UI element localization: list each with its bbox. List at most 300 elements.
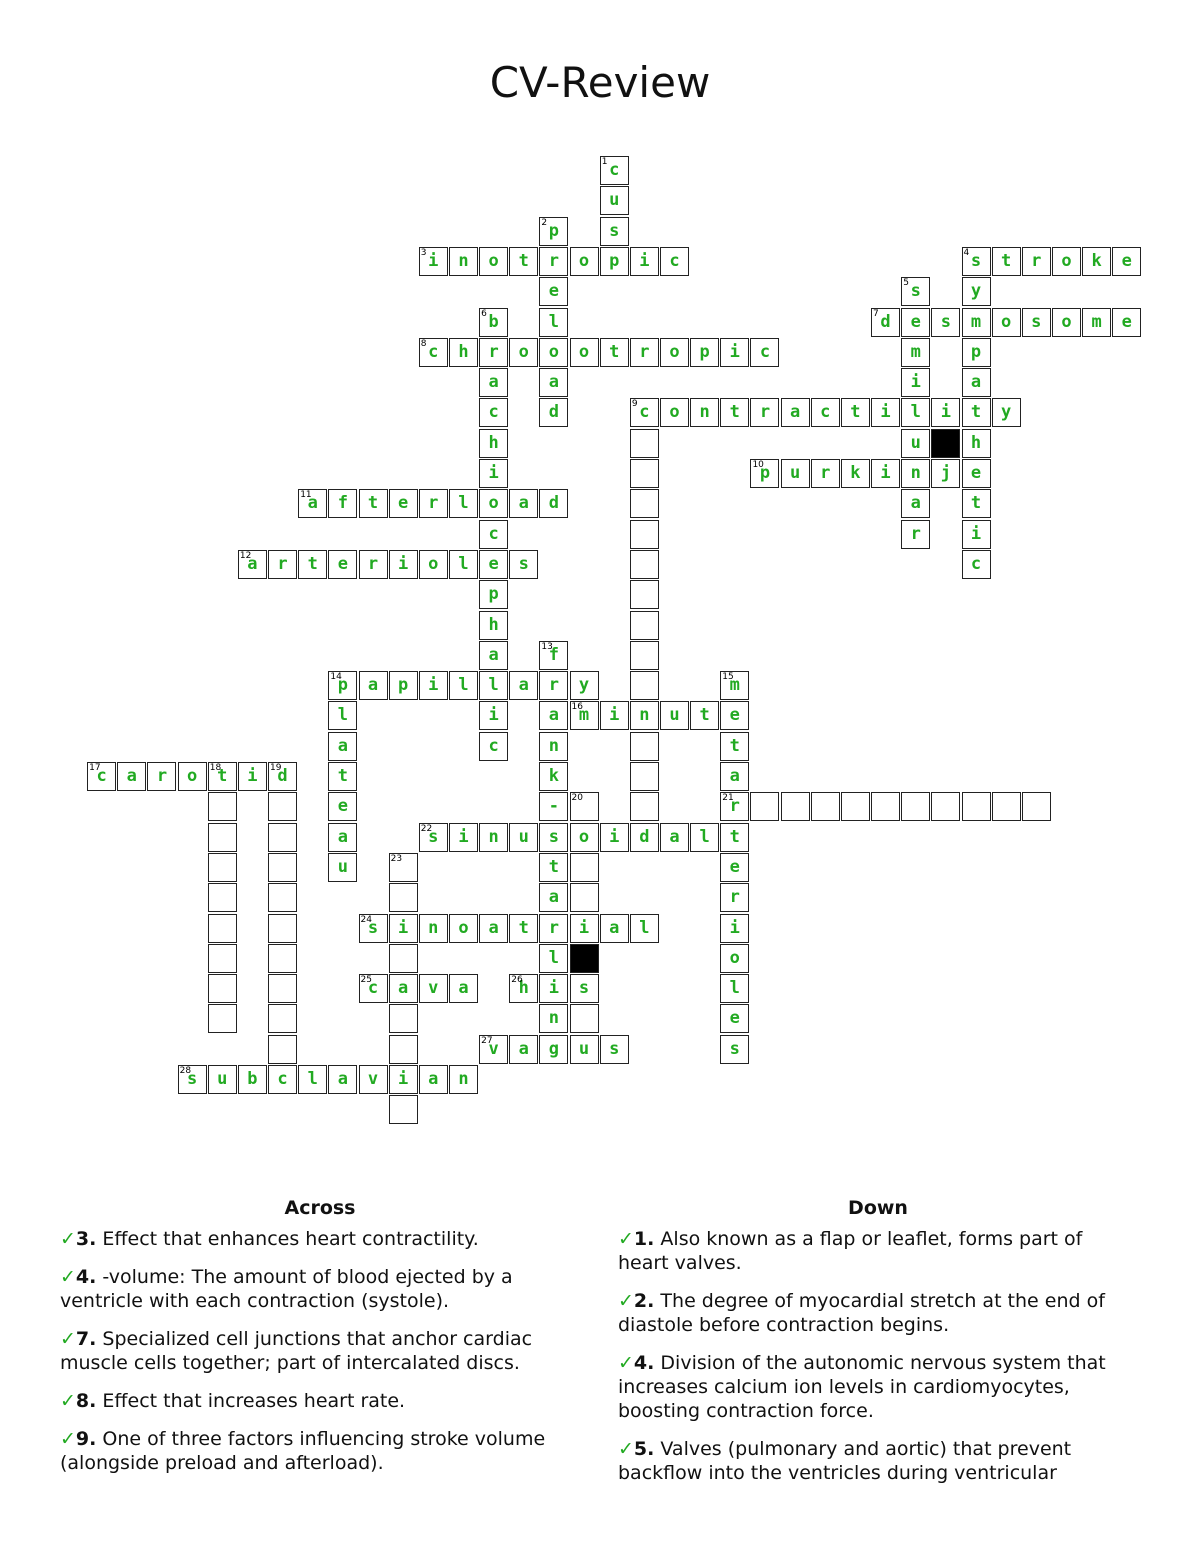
grid-cell[interactable] — [720, 1004, 749, 1033]
grid-cell[interactable] — [479, 368, 508, 397]
grid-cell[interactable] — [720, 398, 749, 427]
grid-cell[interactable] — [389, 1095, 418, 1124]
grid-cell[interactable] — [419, 1065, 448, 1094]
grid-cell[interactable] — [570, 823, 599, 852]
grid-cell[interactable] — [268, 883, 297, 912]
grid-cell[interactable] — [328, 701, 357, 730]
grid-cell[interactable] — [901, 520, 930, 549]
grid-cell[interactable] — [630, 550, 659, 579]
page-title: CV-Review — [489, 58, 711, 107]
grid-cell[interactable] — [962, 368, 991, 397]
grid-cell[interactable] — [720, 671, 749, 700]
grid-cell[interactable] — [208, 823, 237, 852]
grid-cell[interactable] — [268, 792, 297, 821]
grid-cell[interactable] — [720, 914, 749, 943]
grid-cell[interactable] — [720, 823, 749, 852]
grid-cell[interactable] — [901, 429, 930, 458]
grid-cell[interactable] — [208, 914, 237, 943]
grid-cell[interactable] — [389, 853, 418, 882]
grid-cell[interactable] — [871, 308, 900, 337]
grid-cell[interactable] — [328, 550, 357, 579]
grid-cell[interactable] — [901, 398, 930, 427]
grid-cell[interactable] — [479, 914, 508, 943]
grid-cell[interactable] — [720, 944, 749, 973]
grid-cell[interactable] — [479, 308, 508, 337]
grid-cell[interactable] — [962, 398, 991, 427]
grid-cell[interactable] — [1082, 247, 1111, 276]
grid-cell[interactable] — [720, 853, 749, 882]
grid-cell[interactable] — [630, 762, 659, 791]
grid-cell[interactable] — [419, 914, 448, 943]
grid-cell[interactable] — [147, 762, 176, 791]
grid-cell[interactable] — [750, 792, 779, 821]
grid-cell[interactable] — [781, 459, 810, 488]
grid-letter: n — [428, 917, 439, 938]
grid-cell[interactable] — [962, 338, 991, 367]
grid-cell[interactable] — [479, 611, 508, 640]
grid-letter: a — [518, 1038, 529, 1059]
grid-letter: p — [609, 250, 620, 271]
grid-cell[interactable] — [811, 459, 840, 488]
grid-cell[interactable] — [328, 489, 357, 518]
grid-cell[interactable] — [630, 338, 659, 367]
grid-cell[interactable] — [630, 429, 659, 458]
grid-cell[interactable] — [539, 1035, 568, 1064]
grid-cell[interactable] — [630, 520, 659, 549]
grid-cell[interactable] — [720, 1035, 749, 1064]
grid-cell[interactable] — [419, 550, 448, 579]
grid-cell[interactable] — [1052, 247, 1081, 276]
grid-letter: o — [548, 341, 560, 362]
grid-cell[interactable] — [630, 611, 659, 640]
grid-cell[interactable] — [509, 823, 538, 852]
grid-cell[interactable] — [781, 398, 810, 427]
grid-cell[interactable] — [359, 914, 388, 943]
grid-cell[interactable] — [539, 368, 568, 397]
grid-cell[interactable] — [660, 823, 689, 852]
grid-cell[interactable] — [962, 277, 991, 306]
grid-cell[interactable] — [720, 732, 749, 761]
grid-cell[interactable] — [781, 792, 810, 821]
grid-cell[interactable] — [539, 944, 568, 973]
grid-letter: t — [217, 766, 228, 786]
grid-cell[interactable] — [660, 398, 689, 427]
grid-cell[interactable] — [1112, 308, 1141, 337]
grid-cell[interactable] — [1082, 308, 1111, 337]
grid-cell[interactable] — [479, 671, 508, 700]
grid-cell[interactable] — [962, 520, 991, 549]
grid-cell[interactable] — [871, 792, 900, 821]
grid-cell[interactable] — [449, 247, 478, 276]
grid-cell[interactable] — [539, 217, 568, 246]
clue-text: Specialized cell junctions that anchor cardiac muscle cells together; part of intercalated discs. — [60, 1328, 533, 1374]
grid-cell[interactable] — [600, 914, 629, 943]
check-icon: ✓ — [60, 1266, 76, 1288]
grid-cell[interactable] — [962, 489, 991, 518]
grid-cell[interactable] — [539, 1004, 568, 1033]
grid-cell[interactable] — [962, 459, 991, 488]
grid-cell[interactable] — [720, 792, 749, 821]
grid-cell[interactable] — [359, 974, 388, 1003]
grid-letter: a — [488, 917, 499, 938]
grid-cell[interactable] — [690, 398, 719, 427]
grid-cell[interactable] — [268, 974, 297, 1003]
grid-cell[interactable] — [509, 974, 538, 1003]
grid-cell[interactable] — [419, 671, 448, 700]
grid-cell[interactable] — [449, 974, 478, 1003]
grid-cell[interactable] — [449, 914, 478, 943]
grid-cell[interactable] — [268, 1004, 297, 1033]
grid-cell[interactable] — [479, 459, 508, 488]
grid-letter: c — [488, 402, 499, 423]
grid-cell[interactable] — [1022, 308, 1051, 337]
grid-cell[interactable] — [208, 883, 237, 912]
grid-cell[interactable] — [539, 853, 568, 882]
grid-cell[interactable] — [208, 974, 237, 1003]
grid-cell[interactable] — [449, 671, 478, 700]
grid-cell[interactable] — [600, 823, 629, 852]
grid-cell[interactable] — [720, 883, 749, 912]
grid-cell[interactable] — [268, 550, 297, 579]
grid-letter: i — [880, 463, 891, 483]
grid-cell[interactable] — [992, 308, 1021, 337]
grid-cell[interactable] — [389, 974, 418, 1003]
grid-cell[interactable] — [539, 823, 568, 852]
grid-cell[interactable] — [962, 247, 991, 276]
grid-letter: c — [639, 402, 650, 423]
grid-cell[interactable] — [690, 338, 719, 367]
grid-cell[interactable] — [630, 247, 659, 276]
grid-cell[interactable] — [630, 580, 659, 609]
grid-cell[interactable] — [389, 883, 418, 912]
grid-letter: e — [1121, 311, 1132, 332]
grid-cell[interactable] — [539, 914, 568, 943]
grid-cell[interactable] — [539, 792, 568, 821]
clue-number: 1 — [601, 157, 608, 167]
grid-cell[interactable] — [570, 883, 599, 912]
grid-cell[interactable] — [570, 338, 599, 367]
grid-cell[interactable] — [389, 944, 418, 973]
grid-cell[interactable] — [298, 1065, 327, 1094]
grid-cell[interactable] — [1052, 308, 1081, 337]
grid-cell[interactable] — [992, 792, 1021, 821]
grid-cell[interactable] — [539, 701, 568, 730]
grid-letter: s — [186, 1069, 198, 1089]
grid-cell[interactable] — [690, 823, 719, 852]
grid-cell[interactable] — [328, 853, 357, 882]
grid-cell[interactable] — [630, 489, 659, 518]
grid-cell[interactable] — [720, 974, 749, 1003]
grid-cell[interactable] — [600, 1035, 629, 1064]
grid-cell[interactable] — [389, 1065, 418, 1094]
grid-letter: i — [729, 917, 740, 938]
clue-number: 17 — [89, 763, 101, 773]
grid-cell[interactable] — [298, 489, 327, 518]
grid-cell[interactable] — [479, 580, 508, 609]
grid-cell[interactable] — [419, 247, 448, 276]
grid-letter: a — [247, 553, 258, 574]
grid-cell[interactable] — [208, 1004, 237, 1033]
grid-cell[interactable] — [931, 398, 960, 427]
grid-cell[interactable] — [479, 338, 508, 367]
grid-cell[interactable] — [901, 308, 930, 337]
grid-cell[interactable] — [509, 914, 538, 943]
grid-cell[interactable] — [479, 247, 508, 276]
grid-cell[interactable] — [1022, 247, 1051, 276]
grid-cell[interactable] — [660, 247, 689, 276]
grid-cell[interactable] — [479, 701, 508, 730]
grid-cell[interactable] — [539, 489, 568, 518]
grid-cell[interactable] — [389, 550, 418, 579]
grid-cell[interactable] — [389, 489, 418, 518]
grid-cell[interactable] — [539, 338, 568, 367]
grid-cell[interactable] — [389, 914, 418, 943]
grid-cell[interactable] — [117, 762, 146, 791]
grid-letter: r — [910, 523, 921, 544]
grid-cell[interactable] — [570, 792, 599, 821]
grid-cell[interactable] — [992, 398, 1021, 427]
grid-cell[interactable] — [630, 398, 659, 427]
grid-cell[interactable] — [509, 1035, 538, 1064]
grid-cell[interactable] — [178, 1065, 207, 1094]
grid-letter: d — [277, 766, 288, 786]
grid-cell[interactable] — [539, 732, 568, 761]
grid-cell[interactable] — [419, 489, 448, 518]
grid-letter: o — [488, 493, 499, 514]
grid-cell[interactable] — [328, 762, 357, 791]
grid-cell[interactable] — [962, 792, 991, 821]
grid-cell[interactable] — [539, 762, 568, 791]
grid-letter: t — [367, 493, 379, 514]
grid-cell[interactable] — [750, 459, 779, 488]
grid-cell[interactable] — [479, 550, 508, 579]
grid-cell[interactable] — [238, 550, 267, 579]
clue-number: 2 — [541, 217, 548, 228]
grid-cell[interactable] — [600, 701, 629, 730]
grid-cell[interactable] — [238, 1065, 267, 1094]
grid-cell[interactable] — [449, 338, 478, 367]
grid-letter: a — [669, 826, 680, 847]
grid-letter: k — [850, 463, 861, 483]
grid-cell[interactable] — [509, 489, 538, 518]
grid-cell[interactable] — [389, 671, 418, 700]
grid-cell[interactable] — [539, 883, 568, 912]
grid-cell[interactable] — [750, 398, 779, 427]
grid-cell[interactable] — [359, 489, 388, 518]
grid-cell[interactable] — [570, 671, 599, 700]
grid-cell[interactable] — [630, 671, 659, 700]
grid-letter: s — [428, 826, 439, 847]
grid-cell[interactable] — [720, 701, 749, 730]
grid-cell[interactable] — [1022, 792, 1051, 821]
grid-cell[interactable] — [268, 762, 297, 791]
grid-cell[interactable] — [449, 489, 478, 518]
grid-cell[interactable] — [811, 398, 840, 427]
grid-cell[interactable] — [1112, 247, 1141, 276]
grid-cell[interactable] — [208, 792, 237, 821]
grid-cell[interactable] — [389, 1035, 418, 1064]
grid-cell[interactable] — [570, 1004, 599, 1033]
grid-cell[interactable] — [901, 792, 930, 821]
down-clues — [618, 1197, 1138, 1499]
grid-cell[interactable] — [238, 762, 267, 791]
grid-cell[interactable] — [539, 277, 568, 306]
grid-letter: s — [970, 250, 982, 271]
grid-letter: c — [820, 402, 831, 423]
grid-cell[interactable] — [841, 792, 870, 821]
grid-cell[interactable] — [539, 398, 568, 427]
grid-letter: - — [548, 796, 560, 817]
grid-cell[interactable] — [600, 338, 629, 367]
grid-cell[interactable] — [419, 823, 448, 852]
grid-cell[interactable] — [178, 762, 207, 791]
grid-cell[interactable] — [841, 459, 870, 488]
grid-cell[interactable] — [811, 792, 840, 821]
grid-letter: j — [940, 463, 951, 483]
grid-cell[interactable] — [901, 368, 930, 397]
grid-cell[interactable] — [962, 429, 991, 458]
grid-cell[interactable] — [630, 459, 659, 488]
grid-letter: c — [488, 523, 499, 544]
grid-cell[interactable] — [931, 308, 960, 337]
grid-cell[interactable] — [328, 1065, 357, 1094]
grid-cell[interactable] — [359, 1065, 388, 1094]
grid-cell[interactable] — [208, 853, 237, 882]
grid-cell[interactable] — [570, 701, 599, 730]
grid-cell[interactable] — [962, 308, 991, 337]
grid-cell[interactable] — [660, 338, 689, 367]
grid-cell[interactable] — [509, 550, 538, 579]
grid-cell[interactable] — [750, 338, 779, 367]
grid-letter: k — [548, 766, 560, 786]
grid-cell[interactable] — [268, 1035, 297, 1064]
grid-cell[interactable] — [479, 429, 508, 458]
grid-cell[interactable] — [509, 247, 538, 276]
grid-cell[interactable] — [208, 762, 237, 791]
grid-cell[interactable] — [630, 823, 659, 852]
grid-cell[interactable] — [539, 671, 568, 700]
grid-letter: e — [548, 281, 560, 302]
grid-cell[interactable] — [359, 671, 388, 700]
grid-cell[interactable] — [931, 792, 960, 821]
grid-letter: m — [910, 341, 921, 362]
grid-cell[interactable] — [539, 974, 568, 1003]
grid-cell[interactable] — [389, 1004, 418, 1033]
grid-cell[interactable] — [630, 792, 659, 821]
grid-cell[interactable] — [871, 459, 900, 488]
grid-cell[interactable] — [600, 186, 629, 215]
grid-cell[interactable] — [570, 853, 599, 882]
grid-cell[interactable] — [901, 277, 930, 306]
grid-cell[interactable] — [268, 1065, 297, 1094]
grid-cell[interactable] — [479, 823, 508, 852]
grid-cell[interactable] — [479, 520, 508, 549]
grid-letter: a — [729, 766, 740, 786]
grid-cell[interactable] — [570, 1035, 599, 1064]
grid-cell[interactable] — [690, 701, 719, 730]
grid-cell[interactable] — [570, 974, 599, 1003]
grid-cell[interactable] — [268, 823, 297, 852]
grid-cell[interactable] — [419, 338, 448, 367]
grid-cell[interactable] — [479, 489, 508, 518]
grid-cell[interactable] — [328, 732, 357, 761]
grid-cell[interactable] — [841, 398, 870, 427]
grid-cell[interactable] — [570, 914, 599, 943]
grid-cell[interactable] — [268, 853, 297, 882]
grid-cell[interactable] — [509, 338, 538, 367]
grid-letter: p — [699, 341, 710, 362]
grid-cell[interactable] — [539, 641, 568, 670]
grid-cell[interactable] — [87, 762, 116, 791]
grid-cell[interactable] — [449, 823, 478, 852]
grid-cell[interactable] — [449, 1065, 478, 1094]
grid-cell[interactable] — [479, 732, 508, 761]
grid-cell[interactable] — [268, 914, 297, 943]
grid-cell[interactable] — [720, 338, 749, 367]
grid-cell[interactable] — [600, 217, 629, 246]
grid-cell[interactable] — [328, 671, 357, 700]
grid-cell[interactable] — [298, 550, 327, 579]
grid-cell[interactable] — [901, 459, 930, 488]
grid-cell[interactable] — [509, 671, 538, 700]
grid-cell[interactable] — [901, 489, 930, 518]
grid-cell[interactable] — [479, 398, 508, 427]
grid-letter: n — [548, 1008, 560, 1029]
grid-cell[interactable] — [992, 247, 1021, 276]
down-clue — [618, 1437, 1138, 1485]
grid-cell[interactable] — [328, 792, 357, 821]
grid-letter: d — [639, 826, 650, 847]
grid-cell[interactable] — [630, 732, 659, 761]
grid-cell[interactable] — [328, 823, 357, 852]
clue-number: 6 — [481, 308, 487, 319]
grid-cell[interactable] — [479, 1035, 508, 1064]
grid-cell[interactable] — [962, 550, 991, 579]
grid-cell[interactable] — [479, 641, 508, 670]
grid-cell[interactable] — [630, 701, 659, 730]
grid-cell[interactable] — [600, 247, 629, 276]
grid-cell[interactable] — [208, 944, 237, 973]
grid-letter: l — [458, 553, 469, 574]
grid-letter: s — [910, 281, 921, 302]
grid-cell[interactable] — [539, 308, 568, 337]
check-icon: ✓ — [60, 1390, 76, 1412]
grid-letter: o — [578, 826, 590, 847]
grid-cell[interactable] — [720, 762, 749, 791]
grid-cell[interactable] — [660, 701, 689, 730]
grid-cell[interactable] — [901, 338, 930, 367]
clue-text: Valves (pulmonary and aortic) that prevent backflow into the ventricles during ventricular — [618, 1438, 1072, 1484]
grid-cell[interactable] — [630, 641, 659, 670]
grid-cell[interactable] — [449, 550, 478, 579]
grid-cell[interactable] — [208, 1065, 237, 1094]
clue-number: 18 — [209, 763, 222, 773]
grid-cell[interactable] — [630, 914, 659, 943]
clue-text: -volume: The amount of blood ejected by a ventricle with each contraction (systole). — [60, 1266, 513, 1312]
grid-letter: a — [548, 705, 560, 726]
grid-cell[interactable] — [931, 459, 960, 488]
grid-cell[interactable] — [419, 974, 448, 1003]
across-clue — [60, 1389, 580, 1413]
grid-letter: v — [367, 1069, 379, 1089]
grid-cell[interactable] — [359, 550, 388, 579]
grid-cell[interactable] — [600, 156, 629, 185]
grid-cell[interactable] — [268, 944, 297, 973]
grid-cell[interactable] — [570, 247, 599, 276]
grid-cell[interactable] — [871, 398, 900, 427]
grid-cell[interactable] — [539, 247, 568, 276]
clue-number: 9 — [631, 399, 638, 410]
